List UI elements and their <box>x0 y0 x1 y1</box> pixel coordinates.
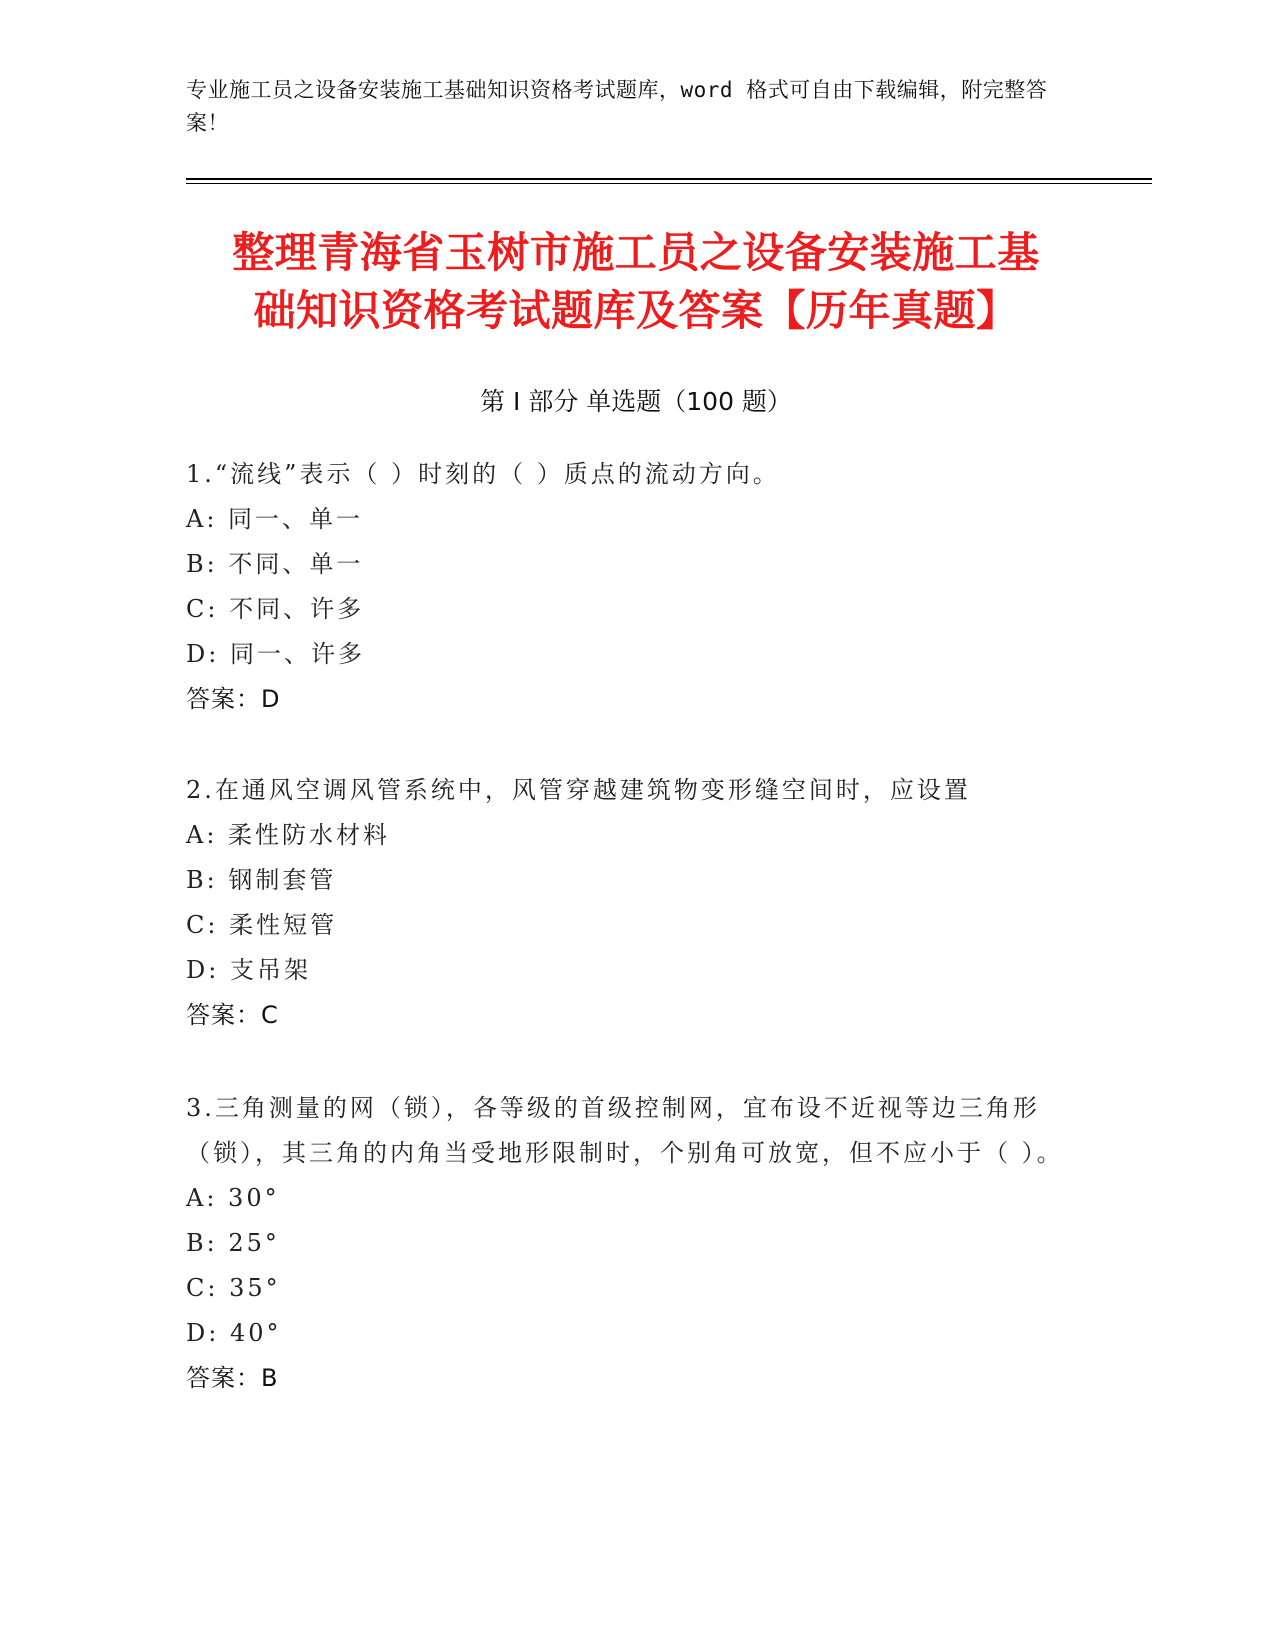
answer: 答案：B <box>186 1364 279 1392</box>
question-3 <box>186 1086 1066 1400</box>
option-a: A: 同一、单一 <box>186 505 364 533</box>
option-c: C: 35° <box>186 1274 281 1302</box>
option-a: A: 30° <box>186 1184 280 1212</box>
question-text: 1.“流线”表示（ ）时刻的（ ）质点的流动方向。 <box>186 460 780 488</box>
question-text: 3.三角测量的网（锁），各等级的首级控制网，宜布设不近视等边三角形（锁），其三角的内角当受地形限制时，个别角可放宽，但不应小于（ ）。 <box>186 1094 1064 1167</box>
section-title: 第 I 部分 单选题（100 题） <box>480 387 792 416</box>
question-2 <box>186 768 1066 1037</box>
question-1 <box>186 452 1066 721</box>
header-note: 专业施工员之设备安装施工基础知识资格考试题库，word 格式可自由下载编辑，附完整答案！ <box>186 78 1048 135</box>
answer: 答案：D <box>186 685 281 713</box>
option-b: B: 不同、单一 <box>186 550 364 578</box>
question-text: 2.在通风空调风管系统中，风管穿越建筑物变形缝空间时，应设置 <box>186 776 971 804</box>
option-d: D: 同一、许多 <box>186 640 365 668</box>
option-c: C: 不同、许多 <box>186 595 365 623</box>
option-c: C: 柔性短管 <box>186 911 338 939</box>
option-b: B: 钢制套管 <box>186 866 337 894</box>
answer: 答案：C <box>186 1001 279 1029</box>
document-title-line-2: 础知识资格考试题库及答案【历年真题】 <box>253 286 1019 335</box>
option-a: A: 柔性防水材料 <box>186 821 391 849</box>
option-d: D: 支吊架 <box>186 956 311 984</box>
header-rule-thick <box>186 178 1152 180</box>
option-b: B: 25° <box>186 1229 280 1257</box>
option-d: D: 40° <box>186 1319 282 1347</box>
header-rule-thin <box>186 183 1152 184</box>
document-title-line-1: 整理青海省玉树市施工员之设备安装施工基 <box>232 228 1040 277</box>
document-title <box>186 224 1086 340</box>
